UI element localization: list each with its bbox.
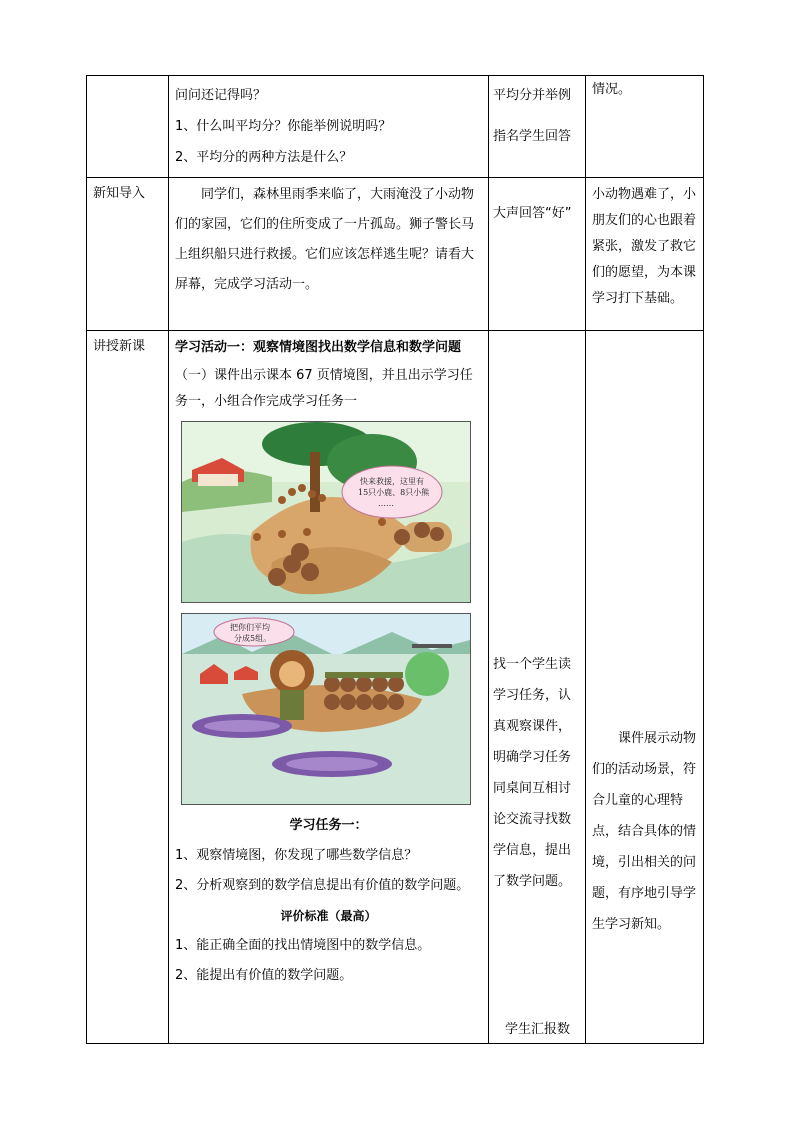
bubble-line: …… — [378, 499, 394, 508]
section-label — [87, 76, 168, 84]
section-label-cell — [87, 76, 169, 178]
design-intent-cell — [586, 331, 704, 1044]
intent-text: 课件展示动物们的活动场景，符合儿童的心理特点，结合具体的情境，引出相关的问题，有序地引导学生学习新知。 — [592, 731, 697, 932]
bubble-line: 快来救援，这里有 — [360, 477, 424, 486]
student-text: 找一个学生读学习任务，认真观察课件，明确学习任务同桌间互相讨论交流寻找数学信息，提出了数学问题。 — [493, 657, 572, 889]
design-intent-cell — [586, 178, 704, 331]
scene-image-island — [181, 421, 471, 603]
intent-text: 小动物遇难了，小朋友们的心也跟着紧张，激发了救它们的愿望，为本课学习打下基础。 — [592, 187, 697, 306]
task-item: 1、观察情境图，你发现了哪些数学信息？ — [175, 848, 418, 863]
bubble-line: 分成5组。 — [234, 634, 272, 643]
paragraph: 同学们，森林里雨季来临了，大雨淹没了小动物们的家园，它们的住所变成了一片孤岛。狮子警长马上组织船只进行救援。它们应该怎样逃生呢？请看大屏幕，完成学习活动一。 — [175, 187, 475, 292]
task-item: 2、分析观察到的数学信息提出有价值的数学问题。 — [175, 878, 470, 893]
table-row — [87, 331, 704, 1044]
student-text: 大声回答“好” — [493, 206, 572, 221]
student-text: 平均分并举例 — [493, 88, 572, 103]
lesson-plan-table — [86, 75, 704, 1044]
bubble-line: 把你们平均 — [230, 623, 270, 632]
task-title: 学习任务一： — [289, 818, 368, 833]
scene-image-rescue — [181, 613, 471, 805]
content-cell — [169, 76, 489, 178]
student-activity-cell — [489, 76, 586, 178]
student-activity-cell — [489, 178, 586, 331]
criteria-title: 评价标准（最高） — [280, 909, 377, 923]
intent-text: 情况。 — [592, 82, 632, 97]
student-text: 指名学生回答 — [493, 129, 572, 144]
paragraph: 问问还记得吗？ — [175, 88, 267, 103]
student-activity-cell — [489, 331, 586, 1044]
section-label: 新知导入 — [93, 186, 146, 201]
section-label-cell — [87, 178, 169, 331]
content-cell — [169, 331, 489, 1044]
paragraph: 2、平均分的两种方法是什么？ — [175, 150, 353, 165]
section-label-cell — [87, 331, 169, 1044]
table-row — [87, 178, 704, 331]
criteria-item: 1、能正确全面的找出情境图中的数学信息。 — [175, 938, 431, 953]
activity-intro: （一）课件出示课本 67 页情境图，并且出示学习任务一，小组合作完成学习任务一 — [175, 368, 473, 409]
paragraph: 1、什么叫平均分？你能举例说明吗？ — [175, 119, 392, 134]
table-row — [87, 76, 704, 178]
design-intent-cell — [586, 76, 704, 178]
criteria-item: 2、能提出有价值的数学问题。 — [175, 968, 353, 983]
bubble-line: 15只小鹿、8只小熊 — [358, 488, 430, 497]
activity-title: 学习活动一：观察情境图找出数学信息和数学问题 — [175, 340, 462, 355]
content-cell — [169, 178, 489, 331]
student-report-text: 学生汇报数 — [505, 1022, 571, 1037]
section-label: 讲授新课 — [93, 339, 146, 354]
